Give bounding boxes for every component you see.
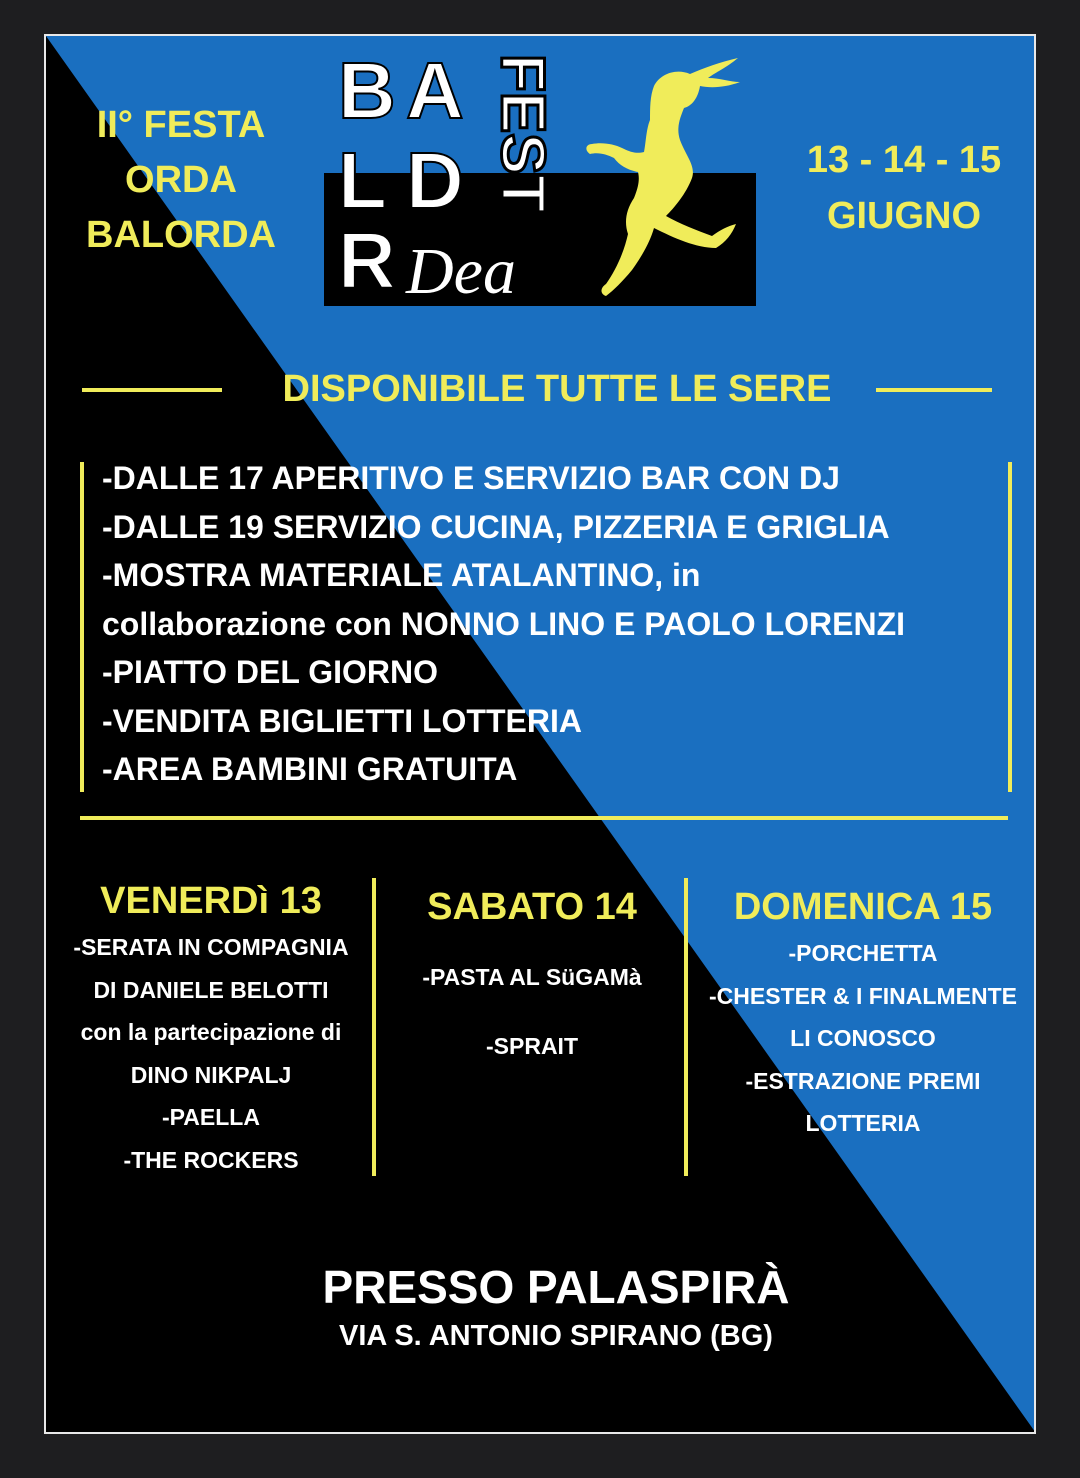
baldor-fest-logo <box>324 38 756 306</box>
day-column-sunday <box>688 882 1036 1145</box>
event-poster <box>44 34 1036 1434</box>
day-item: LI CONOSCO <box>790 1025 936 1051</box>
list-item: -VENDITA BIGLIETTI LOTTERIA <box>102 702 582 739</box>
day-column-friday <box>46 876 376 1181</box>
day-item: -ESTRAZIONE PREMI <box>745 1067 981 1094</box>
venue-address: VIA S. ANTONIO SPIRANO (BG) <box>339 1320 773 1352</box>
logo-letter-a: A <box>406 46 464 135</box>
day-item: LOTTERIA <box>805 1110 921 1136</box>
day-item: -PASTA AL SüGAMà <box>422 964 642 990</box>
festival-title <box>66 98 296 263</box>
running-woman-icon <box>586 58 740 296</box>
dates-line-1: 13 - 14 - 15 <box>806 139 1002 181</box>
day-heading: DOMENICA 15 <box>733 886 993 928</box>
day-item: -THE ROCKERS <box>123 1146 299 1173</box>
logo-fest-text: FEST <box>488 54 557 213</box>
day-column-saturday <box>382 882 682 1067</box>
list-item: -MOSTRA MATERIALE ATALANTINO, in <box>102 557 701 593</box>
box-border-left <box>80 462 84 792</box>
logo-dea-text: Dea <box>406 235 516 306</box>
section-divider <box>80 816 1008 820</box>
list-item: -AREA BAMBINI GRATUITA <box>102 751 518 787</box>
available-heading-row <box>82 366 992 412</box>
festival-dates <box>774 132 1034 244</box>
logo-letter-d: D <box>406 136 464 225</box>
day-item: -SERATA IN COMPAGNIA <box>73 934 349 960</box>
dates-line-2: GIUGNO <box>826 195 982 237</box>
day-item: -CHESTER & I FINALMENTE <box>709 982 1017 1009</box>
available-heading: DISPONIBILE TUTTE LE SERE <box>282 368 832 410</box>
day-item: -PORCHETTA <box>788 940 938 966</box>
list-item: -PIATTO DEL GIORNO <box>102 654 439 690</box>
list-item: collaborazione con NONNO LINO E PAOLO LORENZI <box>102 605 906 642</box>
venue-name: PRESSO PALASPIRÀ <box>322 1261 790 1313</box>
logo-letter-l: L <box>338 136 387 225</box>
title-line-2: ORDA <box>125 159 237 201</box>
day-item: -PAELLA <box>162 1104 260 1130</box>
available-list <box>102 454 1002 794</box>
day-heading: SABATO 14 <box>427 886 637 928</box>
day-item: DINO NIKPALJ <box>130 1061 292 1088</box>
day-item: DI DANIELE BELOTTI <box>93 976 329 1003</box>
heading-rule-right <box>876 388 992 392</box>
list-item: -DALLE 17 APERITIVO E SERVIZIO BAR CON DJ <box>102 460 840 496</box>
logo-letter-b: B <box>338 46 396 135</box>
title-line-3: BALORDA <box>86 214 276 256</box>
box-border-right <box>1008 462 1012 792</box>
day-item: con la partecipazione di <box>80 1019 342 1045</box>
logo-letter-r: R <box>338 216 396 305</box>
venue-block <box>206 1258 906 1356</box>
day-item: -SPRAIT <box>486 1032 578 1059</box>
heading-rule-left <box>82 388 222 392</box>
list-item: -DALLE 19 SERVIZIO CUCINA, PIZZERIA E GRIGLIA <box>102 508 890 545</box>
title-line-1: II° FESTA <box>96 104 266 146</box>
day-heading: VENERDì 13 <box>100 880 322 922</box>
